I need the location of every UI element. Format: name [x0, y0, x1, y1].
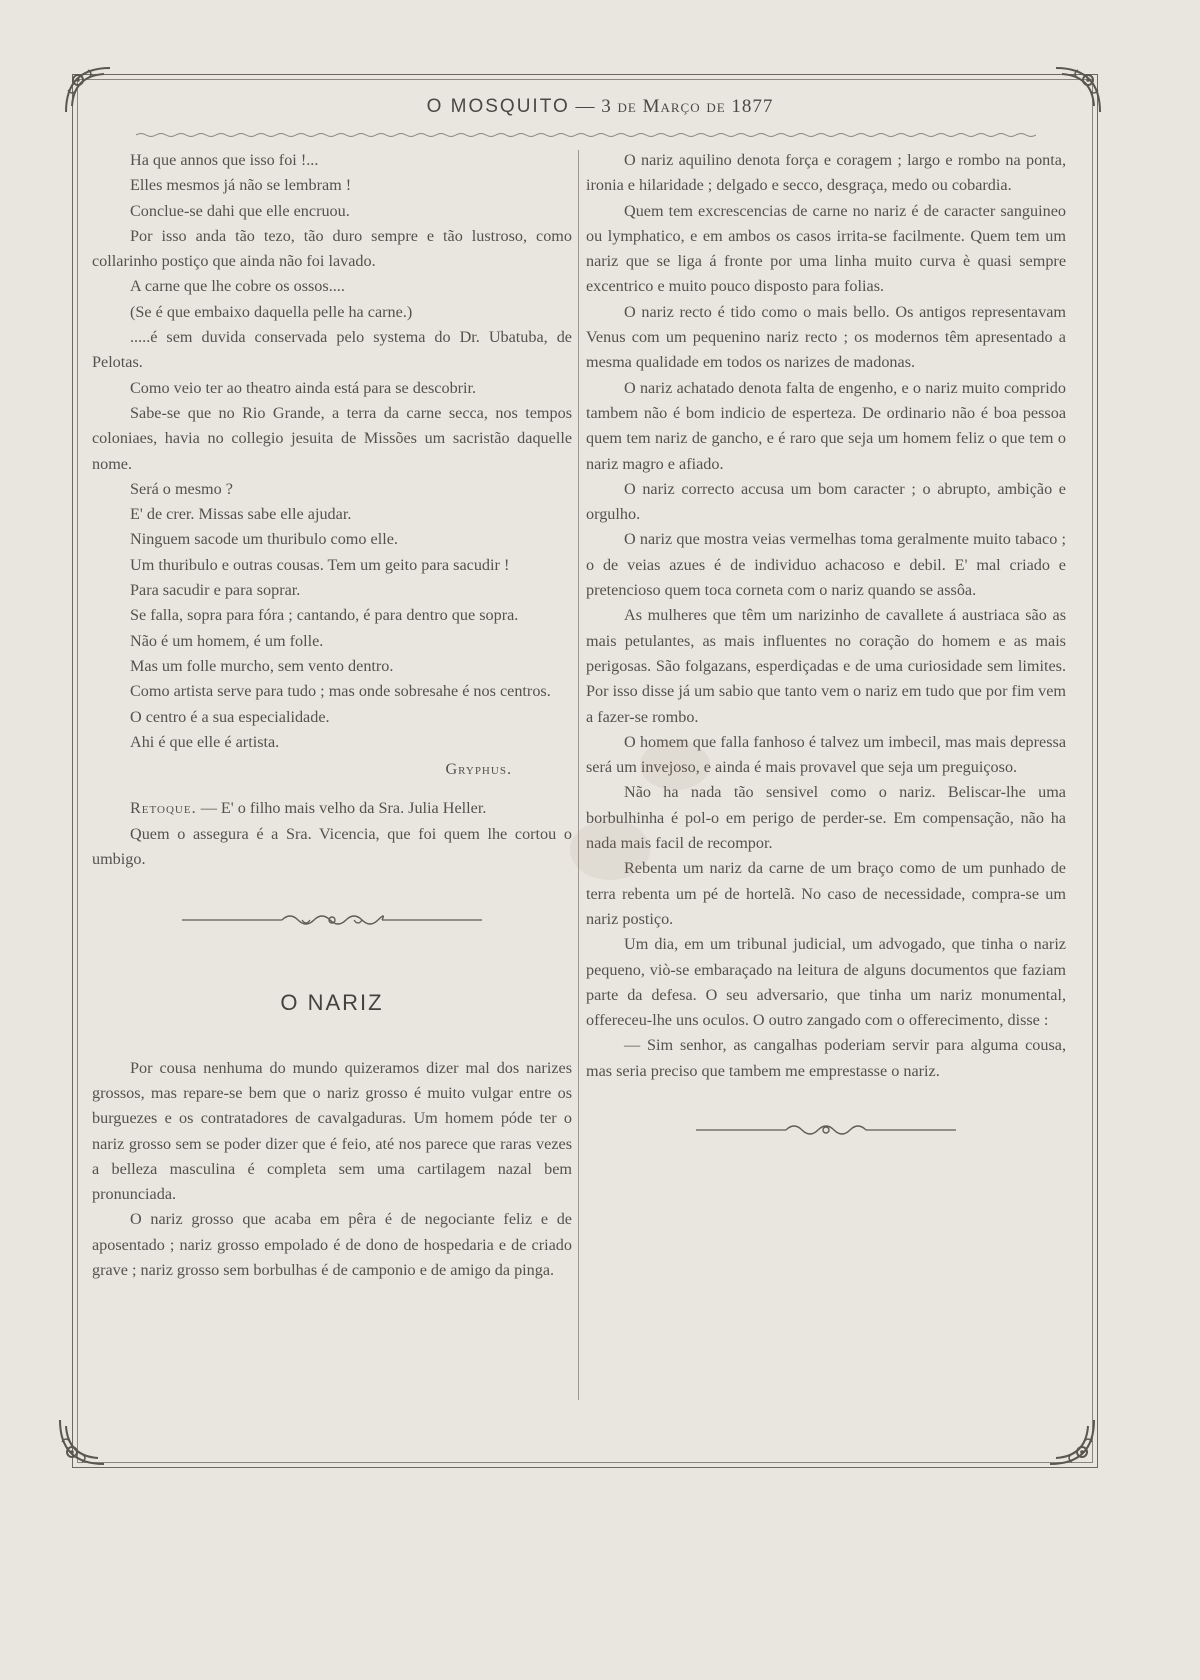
article-continuation [92, 148, 572, 872]
paragraph: Como veio ter ao theatro ainda está para se descobrir. [130, 378, 477, 397]
paragraph: (Se é que embaixo daquella pelle ha carne.) [130, 302, 413, 321]
corner-ornament-icon [52, 1412, 112, 1472]
page-header [0, 96, 1200, 118]
paragraph: O centro é a sua especialidade. [130, 707, 330, 726]
paragraph: — Sim senhor, as cangalhas poderiam servir para alguma cousa, mas seria preciso que tambem me emprestasse o nariz. [586, 1036, 1066, 1080]
paragraph: Por isso anda tão tezo, tão duro sempre e tão lustroso, como collarinho postiço que ainda não foi lavado. [92, 226, 572, 271]
paragraph: O homem que falla fanhoso é talvez um imbecil, mas mais depressa será um invejoso, e ainda é mais provavel que seja um preguiçoso. [586, 732, 1066, 777]
paragraph: Não ha nada tão sensivel como o nariz. Beliscar-lhe uma borbulhinha é pol-o em perigo de perder-se. Em compensação, não ha nada mais facil de recompor. [586, 783, 1066, 853]
flourish-divider-icon [182, 910, 482, 930]
paragraph: Um dia, em um tribunal judicial, um advogado, que tinha o nariz pequeno, viò-se embaraçado na leitura de alguns documentos que faziam parte da defesa. O seu adversario, que tinha um nariz monumental, offereceu-lhe uns oculos. O outro zangado com o offerecimento, disse : [586, 935, 1066, 1030]
paragraph: Um thuribulo e outras cousas. Tem um geito para sacudir ! [130, 555, 510, 574]
section-title: O NARIZ [280, 990, 384, 1016]
paragraph: Como artista serve para tudo ; mas onde sobresahe é nos centros. [130, 682, 551, 701]
paragraph: O nariz grosso que acaba em pêra é de negociante feliz e de aposentado ; nariz grosso empolado é de dono de hospedaria e de criado grave ; nariz grosso sem borbulhas é de camponio e de amigo da pinga. [92, 1210, 572, 1279]
paragraph: Mas um folle murcho, sem vento dentro. [130, 656, 394, 675]
paragraph: Para sacudir e para soprar. [130, 581, 301, 600]
corner-ornament-icon [1042, 1412, 1102, 1472]
paragraph: Conclue-se dahi que elle encruou. [130, 201, 350, 220]
nariz-article [92, 1056, 572, 1284]
paragraph: .....é sem duvida conservada pelo systema do Dr. Ubatuba, de Pelotas. [92, 328, 572, 372]
column-divider [578, 150, 579, 1400]
paragraph: O nariz que mostra veias vermelhas toma geralmente muito tabaco ; o de veias azues é de individuo achacoso e debil. E' mal criado e pretencioso quem toca corneta com o nariz quando se assôa. [586, 530, 1066, 600]
left-column [92, 148, 572, 1283]
retoque-paragraph [92, 796, 572, 821]
newspaper-title: O MOSQUITO [426, 96, 570, 117]
paper-stain [640, 740, 710, 790]
author-signature: Gryphus. [445, 760, 512, 779]
paragraph: Não é um homem, é um folle. [130, 631, 324, 650]
paragraph: Será o mesmo ? [130, 479, 233, 498]
paragraph: Se falla, sopra para fóra ; cantando, é para dentro que sopra. [130, 606, 519, 625]
paragraph: O nariz recto é tido como o mais bello. Os antigos representavam Venus com um pequenino nariz recto ; os modernos têm apresentado a mesma qualidade em todos os narizes de madonas. [586, 302, 1066, 372]
issue-date: 3 de Março de 1877 [601, 96, 774, 117]
paragraph: A carne que lhe cobre os ossos.... [130, 277, 345, 296]
paragraph: Quem o assegura é a Sra. Vicencia, que foi quem lhe cortou o umbigo. [92, 824, 572, 869]
paragraph: O nariz achatado denota falta de engenho, e o nariz muito comprido tambem não é bom indicio de esperteza. De ordinario não é boa pessoa quem tem nariz de gancho, e é raro que seja um homem feliz o que tem o nariz magro e afiado. [586, 378, 1066, 473]
paragraph: Quem tem excrescencias de carne no nariz é de caracter sanguineo ou lymphatico, e em ambos os casos irrita-se facilmente. Quem tem um nariz que se liga á fronte por uma linha muito curva è quasi sempre excentrico e muito pouco disposto para folias. [586, 201, 1066, 296]
retoque-label: Retoque. [130, 799, 197, 818]
right-column [586, 148, 1066, 1150]
end-ornament [586, 1120, 1066, 1150]
paragraph: Ahi é que elle é artista. [130, 732, 280, 751]
paper-stain [570, 820, 650, 880]
paragraph: O nariz correcto accusa um bom caracter ; o abrupto, ambição e orgulho. [586, 479, 1066, 524]
paragraph: E' de crer. Missas sabe elle ajudar. [130, 505, 352, 524]
paragraph: Elles mesmos já não se lembram ! [130, 176, 352, 195]
paragraph: Sabe-se que no Rio Grande, a terra da carne secca, nos tempos coloniaes, havia no collegio jesuita de Missões um sacristão daquelle nome. [92, 403, 572, 473]
paragraph: Ninguem sacode um thuribulo como elle. [130, 530, 398, 549]
header-dash: — [575, 96, 596, 117]
paragraph: O nariz aquilino denota força e coragem ; largo e rombo na ponta, ironia e hilaridade ; delgado e secco, desgraça, medo ou cobardia. [586, 151, 1066, 195]
section-ornament [92, 910, 572, 958]
paragraph: Rebenta um nariz da carne de um braço como de um punhado de terra rebenta um pé de hortelã. No caso de necessidade, compra-se um nariz postiço. [586, 859, 1066, 928]
retoque-text: — E' o filho mais velho da Sra. Julia Heller. [196, 799, 487, 818]
paragraph: As mulheres que têm um narizinho de cavallete á austriaca são as mais petulantes, as mais influentes no coração do homem e as mais perigosas. São folgazans, esperdiçadas e de uma curiosidade sem limites. Por isso disse já um sabio que tanto vem o nariz em tudo que por fim vem a fazer-se rombo. [586, 606, 1066, 726]
paragraph: Ha que annos que isso foi !... [130, 151, 319, 169]
header-wavy-rule [136, 132, 1036, 138]
flourish-divider-icon [696, 1120, 956, 1140]
paragraph: Por cousa nenhuma do mundo quizeramos dizer mal dos narizes grossos, mas repare-se bem que o nariz grosso é muito vulgar entre os burguezes e os contratadores de cavalgaduras. Um homem póde ter o nariz grosso sem se poder dizer que é feio, até nos parece que raras vezes a belleza masculina é completa sem uma cartilagem nazal bem pronunciada. [92, 1058, 572, 1204]
